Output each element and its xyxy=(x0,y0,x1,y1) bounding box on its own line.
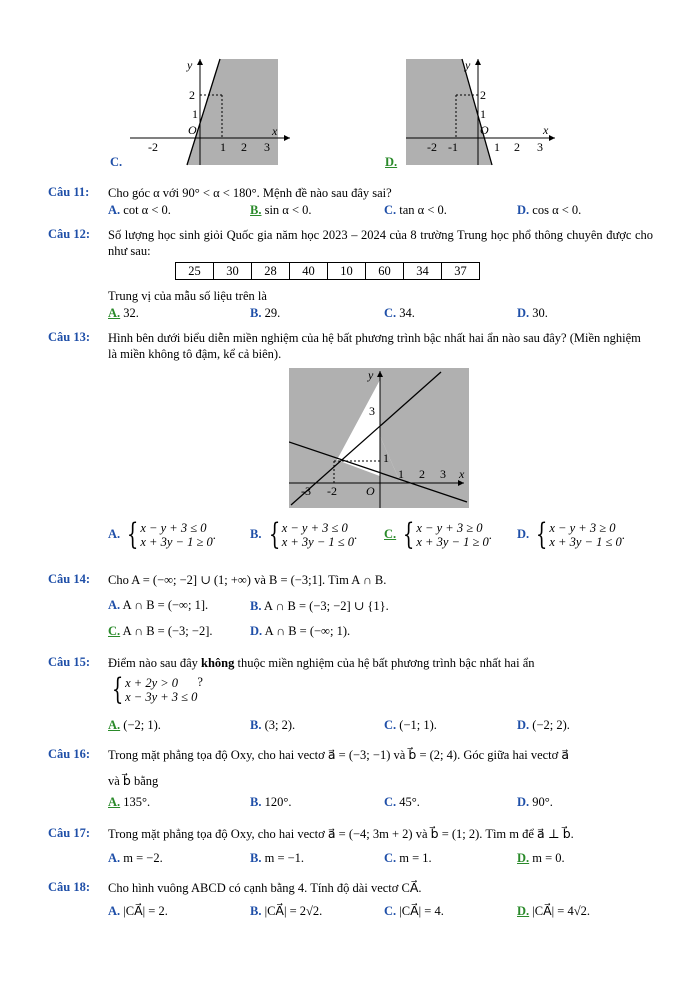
svg-text:1: 1 xyxy=(494,140,500,154)
q14-text: Cho A = (−∞; −2] ∪ (1; +∞) và B = (−3;1]. Tìm A ∩ B. xyxy=(108,573,387,587)
q13-opt-b: B. { x − y + 3 ≤ 0 x + 3y − 1 ≤ 0 . xyxy=(250,517,358,552)
q15-system: { x + 2y > 0 x − 3y + 3 ≤ 0 ? xyxy=(111,672,203,707)
svg-text:2: 2 xyxy=(241,140,247,154)
q13-graph xyxy=(289,368,469,508)
svg-text:1: 1 xyxy=(383,451,389,465)
svg-text:-2: -2 xyxy=(427,140,437,154)
svg-text:-3: -3 xyxy=(301,484,311,498)
q13-opt-a: A. { x − y + 3 ≤ 0 x + 3y − 1 ≥ 0 . xyxy=(108,517,216,552)
q12-opt-d: D. 30. xyxy=(517,306,548,320)
svg-text:y: y xyxy=(465,58,471,72)
q18-label: Câu 18: xyxy=(48,880,91,894)
q15-label: Câu 15: xyxy=(48,655,91,669)
q11-opt-c: C. tan α < 0. xyxy=(384,203,447,217)
q16-label: Câu 16: xyxy=(48,747,91,761)
q13-label: Câu 13: xyxy=(48,330,91,344)
svg-text:2: 2 xyxy=(514,140,520,154)
q16-text2: và b⃗ bằng xyxy=(108,774,159,788)
svg-text:2: 2 xyxy=(480,88,486,102)
graph-c-xlabel: x xyxy=(272,124,278,138)
q11-opt-a: A. cot α < 0. xyxy=(108,203,171,217)
svg-text:O: O xyxy=(188,123,197,137)
q12-label: Câu 12: xyxy=(48,227,91,241)
q11-text: Cho góc α với 90° < α < 180°. Mệnh đề nào sau đây sai? xyxy=(108,186,392,200)
svg-text:3: 3 xyxy=(264,140,270,154)
q17-opt-d: D. m = 0. xyxy=(517,851,565,865)
q17-text: Trong mặt phẳng tọa độ Oxy, cho hai vectơ a⃗ = (−4; 3m + 2) và b⃗ = (1; 2). Tìm m để a⃗ ⊥ b⃗. xyxy=(108,827,574,841)
q12-opt-c: C. 34. xyxy=(384,306,415,320)
graph-d-option: D. xyxy=(385,155,398,169)
q18-opt-d: D. |CA⃗| = 4√2. xyxy=(517,904,590,918)
q13-text: Hình bên dưới biểu diễn miền nghiệm của hệ bất phương trình bậc nhất hai ẩn nào sau đây? (Miền nghiệm là miền không tô đậm, kể cả biên). xyxy=(108,331,641,361)
q17-opt-c: C. m = 1. xyxy=(384,851,432,865)
q12-after: Trung vị của mẫu số liệu trên là xyxy=(108,289,267,303)
q18-opt-b: B. |CA⃗| = 2√2. xyxy=(250,904,323,918)
q15-opt-b: B. (3; 2). xyxy=(250,718,296,732)
q14-opt-a: A. A ∩ B = (−∞; 1]. xyxy=(108,598,209,612)
graph-d xyxy=(400,55,560,170)
q13-opt-c: C. { x − y + 3 ≥ 0 x + 3y − 1 ≥ 0 . xyxy=(384,517,492,552)
q11-label: Câu 11: xyxy=(48,185,90,199)
svg-text:1: 1 xyxy=(398,467,404,481)
svg-text:O: O xyxy=(366,484,375,498)
svg-text:-2: -2 xyxy=(327,484,337,498)
svg-text:2: 2 xyxy=(189,88,195,102)
svg-text:x: x xyxy=(543,123,549,137)
q16-opt-d: D. 90°. xyxy=(517,795,553,809)
q14-label: Câu 14: xyxy=(48,572,91,586)
svg-text:-2: -2 xyxy=(148,140,158,154)
q18-text: Cho hình vuông ABCD có cạnh bằng 4. Tính độ dài vectơ CA⃗. xyxy=(108,881,422,895)
graph-c-ylabel: y xyxy=(187,58,193,72)
svg-text:O: O xyxy=(480,123,489,137)
svg-text:1: 1 xyxy=(192,107,198,121)
svg-text:1: 1 xyxy=(480,107,486,121)
svg-text:1: 1 xyxy=(220,140,226,154)
q14-opt-d: D. A ∩ B = (−∞; 1). xyxy=(250,624,351,638)
q17-label: Câu 17: xyxy=(48,826,91,840)
svg-text:3: 3 xyxy=(369,404,375,418)
q12-opt-a: A. 32. xyxy=(108,306,139,320)
q16-text: Trong mặt phẳng tọa độ Oxy, cho hai vectơ a⃗ = (−3; −1) và b⃗ = (2; 4). Góc giữa hai vectơ a⃗ xyxy=(108,748,570,762)
q14-opt-b: B. A ∩ B = (−3; −2] ∪ {1}. xyxy=(250,599,389,613)
q15-text: Điểm nào sau đây không thuộc miền nghiệm của hệ bất phương trình bậc nhất hai ẩn xyxy=(108,656,535,670)
q16-opt-c: C. 45°. xyxy=(384,795,420,809)
q17-opt-a: A. m = −2. xyxy=(108,851,163,865)
q12-text: Số lượng học sinh giỏi Quốc gia năm học 2023 – 2024 của 8 trường Trung học phổ thông chuyên được cho như sau: xyxy=(108,228,653,258)
graph-c xyxy=(100,55,300,170)
q17-opt-b: B. m = −1. xyxy=(250,851,305,865)
q18-opt-c: C. |CA⃗| = 4. xyxy=(384,904,444,918)
q12-data-table: 25 30 28 40 10 60 34 37 xyxy=(175,262,480,280)
q14-opt-c: C. A ∩ B = (−3; −2]. xyxy=(108,624,213,638)
q16-opt-a: A. 135°. xyxy=(108,795,151,809)
q15-opt-c: C. (−1; 1). xyxy=(384,718,437,732)
q13-opt-d: D. { x − y + 3 ≥ 0 x + 3y − 1 ≤ 0 . xyxy=(517,517,625,552)
svg-text:-1: -1 xyxy=(448,140,458,154)
q15-opt-a: A. (−2; 1). xyxy=(108,718,161,732)
q15-opt-d: D. (−2; 2). xyxy=(517,718,570,732)
q11-opt-d: D. cos α < 0. xyxy=(517,203,582,217)
q11-opt-b: B. sin α < 0. xyxy=(250,203,312,217)
svg-text:2: 2 xyxy=(419,467,425,481)
q18-opt-a: A. |CA⃗| = 2. xyxy=(108,904,168,918)
svg-text:3: 3 xyxy=(537,140,543,154)
svg-text:x: x xyxy=(459,467,465,481)
svg-text:3: 3 xyxy=(440,467,446,481)
q16-opt-b: B. 120°. xyxy=(250,795,292,809)
graph-c-option: C. xyxy=(110,155,123,169)
svg-text:y: y xyxy=(368,368,374,382)
q12-opt-b: B. 29. xyxy=(250,306,281,320)
